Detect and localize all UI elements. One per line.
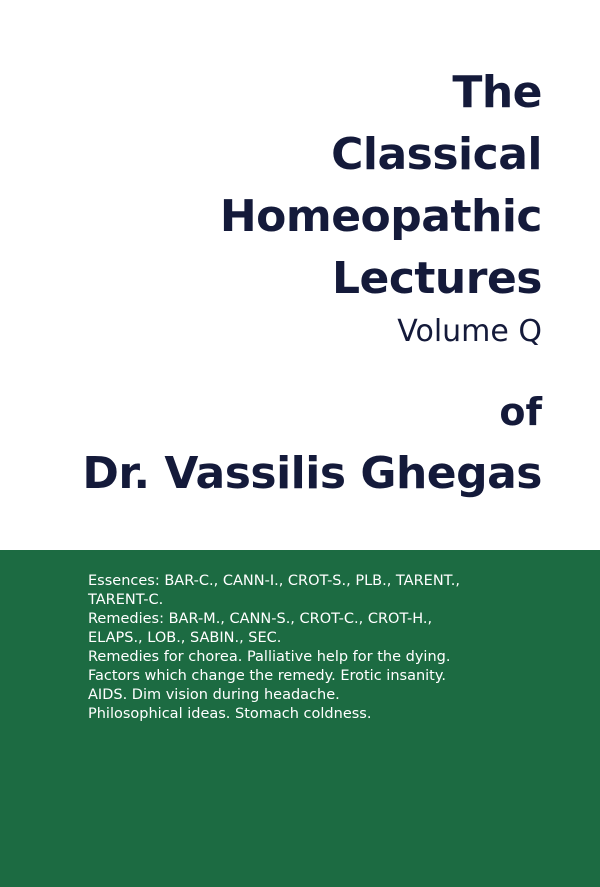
contents-line: Factors which change the remedy. Erotic insanity. [88, 668, 446, 684]
author-name: Dr. Vassilis Ghegas [82, 448, 542, 499]
contents-line: AIDS. Dim vision during headache. [88, 687, 340, 703]
contents-list [88, 572, 568, 724]
contents-line: Remedies: BAR-M., CANN-S., CROT-C., CROT-H., [88, 611, 433, 627]
book-title [220, 62, 542, 352]
contents-line: Essences: BAR-C., CANN-I., CROT-S., PLB., TARENT., [88, 573, 461, 589]
title-line-1: The [452, 67, 542, 118]
title-line-4: Lectures [331, 253, 542, 304]
title-line-3: Homeopathic [219, 191, 542, 242]
cover-bottom-panel [0, 550, 600, 887]
contents-line: Remedies for chorea. Palliative help for the dying. [88, 649, 451, 665]
contents-line: TARENT-C. [88, 592, 164, 608]
contents-line: ELAPS., LOB., SABIN., SEC. [88, 630, 282, 646]
title-line-2: Classical [331, 129, 542, 180]
of-label: of [499, 390, 542, 434]
volume-label: Volume Q [397, 314, 542, 349]
contents-line: Philosophical ideas. Stomach coldness. [88, 706, 372, 722]
